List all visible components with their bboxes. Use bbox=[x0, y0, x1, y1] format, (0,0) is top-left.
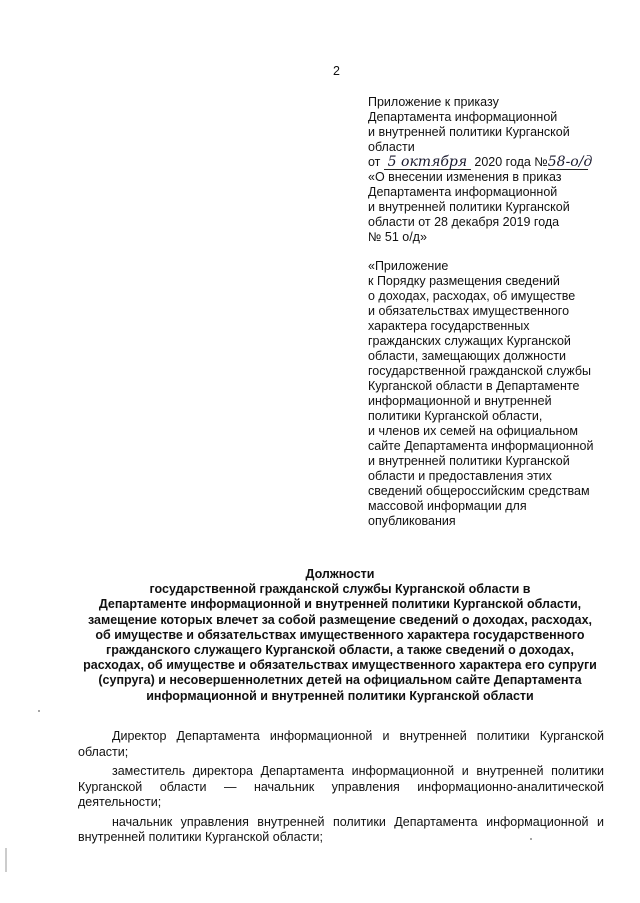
order-date-line bbox=[368, 154, 593, 170]
appendix-line: политики Курганской области, bbox=[368, 409, 543, 423]
appendix-line: «Приложение bbox=[368, 259, 449, 273]
order-header-line: Приложение к приказу bbox=[368, 95, 499, 109]
title-line: расходах, об имуществе и обязательствах имущественного характера его супруги bbox=[83, 658, 597, 673]
appendix-line: гражданских служащих Курганской bbox=[368, 334, 571, 348]
appendix-line: и внутренней политики Курганской bbox=[368, 454, 570, 468]
title-line: информационной и внутренней политики Курганской области bbox=[146, 688, 534, 703]
title-line: замещение которых влечет за собой размещение сведений о доходах, расходах, bbox=[87, 612, 592, 627]
handwritten-date: 5 октября bbox=[384, 156, 471, 170]
appendix-line: сведений общероссийским средствам bbox=[368, 484, 590, 498]
positions-list bbox=[78, 729, 604, 850]
order-subject-line: и внутренней политики Курганской bbox=[368, 200, 570, 214]
appendix-line: Курганской области в Департаменте bbox=[368, 379, 580, 393]
order-subject-line: Департамента информационной bbox=[368, 185, 558, 199]
appendix-line: к Порядку размещения сведений bbox=[368, 274, 560, 288]
order-header-line: Департамента информационной bbox=[368, 110, 558, 124]
position-paragraph: Директор Департамента информационной и внутренней политики Курганской области; bbox=[78, 729, 604, 759]
appendix-line: опубликования bbox=[368, 514, 456, 528]
scan-edge-mark bbox=[5, 848, 7, 872]
title-line: Департаменте информационной и внутренней политики Курганской области, bbox=[98, 597, 582, 612]
appendix-line: и обязательствах имущественного bbox=[368, 304, 570, 318]
order-header-line: области bbox=[368, 140, 415, 154]
appendix-line: области, замещающих должности bbox=[368, 349, 566, 363]
title-line: (супруга) и несовершеннолетних детей на официальном сайте Департамента bbox=[98, 673, 582, 688]
scan-speck bbox=[530, 838, 532, 840]
order-subject-line: № 51 о/д» bbox=[368, 230, 427, 244]
procedure-appendix-header bbox=[368, 259, 593, 529]
position-paragraph: заместитель директора Департамента информационной и внутренней политики Курганской области — начальник управления информационно-аналитической деятельности; bbox=[78, 764, 604, 809]
page-number: 2 bbox=[333, 64, 340, 78]
scan-speck bbox=[38, 710, 40, 712]
position-paragraph: начальник управления внутренней политики Департамента информационной и внутренней политики Курганской области; bbox=[78, 814, 604, 844]
appendix-line: о доходах, расходах, об имуществе bbox=[368, 289, 576, 303]
handwritten-order-number: 58-о/д bbox=[547, 154, 593, 170]
document-title bbox=[60, 567, 620, 704]
title-line: об имуществе и обязательствах имущественного характера государственного bbox=[95, 627, 585, 642]
order-subject-line: области от 28 декабря 2019 года bbox=[368, 215, 560, 229]
appendix-line: сайте Департамента информационной bbox=[368, 439, 594, 453]
title-line: государственной гражданской службы Курганской области в bbox=[149, 582, 531, 597]
title-line: Должности bbox=[305, 567, 375, 581]
order-year: 2020 года № bbox=[474, 155, 548, 169]
order-header-line: и внутренней политики Курганской bbox=[368, 125, 570, 139]
appendix-line: и членов их семей на официальном bbox=[368, 424, 578, 438]
appendix-line: области и предоставления этих bbox=[368, 469, 552, 483]
appendix-line: государственной гражданской службы bbox=[368, 364, 591, 378]
order-subject-line: «О внесении изменения в приказ bbox=[368, 170, 562, 184]
order-appendix-header bbox=[368, 95, 593, 245]
title-line: гражданского служащего Курганской области, а также сведений о доходах, bbox=[106, 643, 574, 658]
appendix-line: массовой информации для bbox=[368, 499, 527, 513]
date-prefix: от bbox=[368, 155, 381, 169]
appendix-line: характера государственных bbox=[368, 319, 530, 333]
appendix-line: информационной и внутренней bbox=[368, 394, 552, 408]
